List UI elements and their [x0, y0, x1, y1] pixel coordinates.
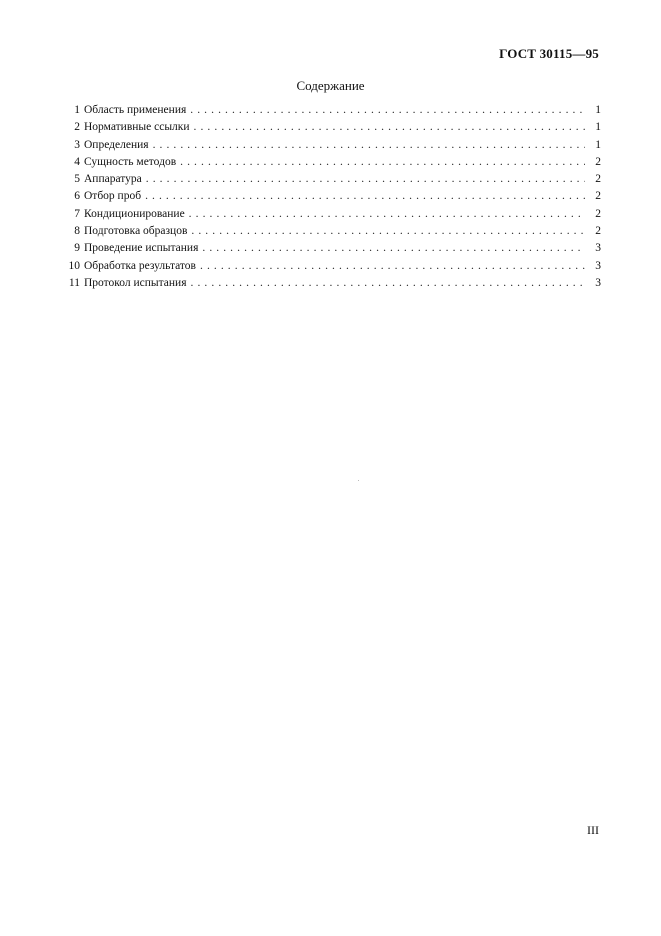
toc-entry-number: 1	[74, 104, 80, 116]
toc-entry	[60, 206, 601, 223]
toc-leader-dots	[194, 119, 585, 136]
toc-leader-dots	[190, 102, 585, 119]
toc-entry-number: 7	[74, 207, 80, 220]
toc-entry-label: Протокол испытания	[84, 276, 187, 289]
toc-entry-page: 3	[595, 242, 601, 255]
toc-leader-dots	[145, 188, 585, 205]
page-number: III	[587, 823, 599, 837]
toc-leader-dots	[191, 275, 585, 292]
toc-entry-page: 2	[595, 190, 601, 203]
toc-entry-label: Определения	[84, 138, 149, 151]
toc-entry-label: Область применения	[84, 104, 187, 116]
toc-entry-label: Проведение испытания	[84, 242, 199, 255]
toc-entry-label: Обработка результатов	[84, 259, 196, 272]
toc-entry-page: 1	[595, 138, 601, 151]
toc-entry	[60, 188, 601, 205]
toc-entry-page: 1	[595, 104, 601, 116]
table-of-contents	[60, 102, 601, 292]
toc-entry	[60, 240, 601, 257]
toc-entry-page: 3	[595, 259, 601, 272]
toc-entry-page: 2	[595, 173, 601, 186]
toc-entry-number: 3	[74, 138, 80, 151]
toc-entry	[60, 154, 601, 171]
toc-entry-label: Аппаратура	[84, 173, 142, 186]
toc-entry	[60, 171, 601, 188]
toc-entry-label: Кондиционирование	[84, 207, 185, 220]
toc-entry-page: 2	[595, 225, 601, 238]
toc-entry-number: 10	[68, 259, 80, 272]
scan-speck	[358, 480, 359, 481]
toc-entry-page: 1	[595, 121, 601, 134]
toc-leader-dots	[153, 137, 585, 154]
toc-leader-dots	[146, 171, 585, 188]
toc-entry-number: 5	[74, 173, 80, 186]
document-id: ГОСТ 30115—95	[499, 46, 599, 61]
toc-entry	[60, 258, 601, 275]
toc-entry-label: Подготовка образцов	[84, 225, 188, 238]
toc-entry-label: Отбор проб	[84, 190, 142, 203]
toc-entry	[60, 275, 601, 292]
toc-entry-number: 9	[74, 242, 80, 255]
toc-entry-number: 2	[74, 121, 80, 134]
toc-entry-page: 2	[595, 207, 601, 220]
toc-entry-page: 3	[595, 276, 601, 289]
toc-leader-dots	[191, 223, 585, 240]
toc-entry-number: 4	[74, 155, 80, 168]
toc-entry-number: 11	[68, 276, 80, 289]
toc-entry	[60, 137, 601, 154]
toc-leader-dots	[200, 258, 585, 275]
toc-entry-page: 2	[595, 155, 601, 168]
toc-leader-dots	[180, 154, 585, 171]
toc-entry	[60, 102, 601, 119]
toc-entry	[60, 223, 601, 240]
toc-title: Содержание	[296, 78, 365, 93]
toc-leader-dots	[202, 240, 585, 257]
toc-entry-label: Сущность методов	[84, 155, 177, 168]
toc-entry	[60, 119, 601, 136]
toc-entry-number: 6	[74, 190, 80, 203]
toc-entry-number: 8	[74, 225, 80, 238]
toc-entry-label: Нормативные ссылки	[84, 121, 190, 134]
toc-leader-dots	[189, 206, 585, 223]
